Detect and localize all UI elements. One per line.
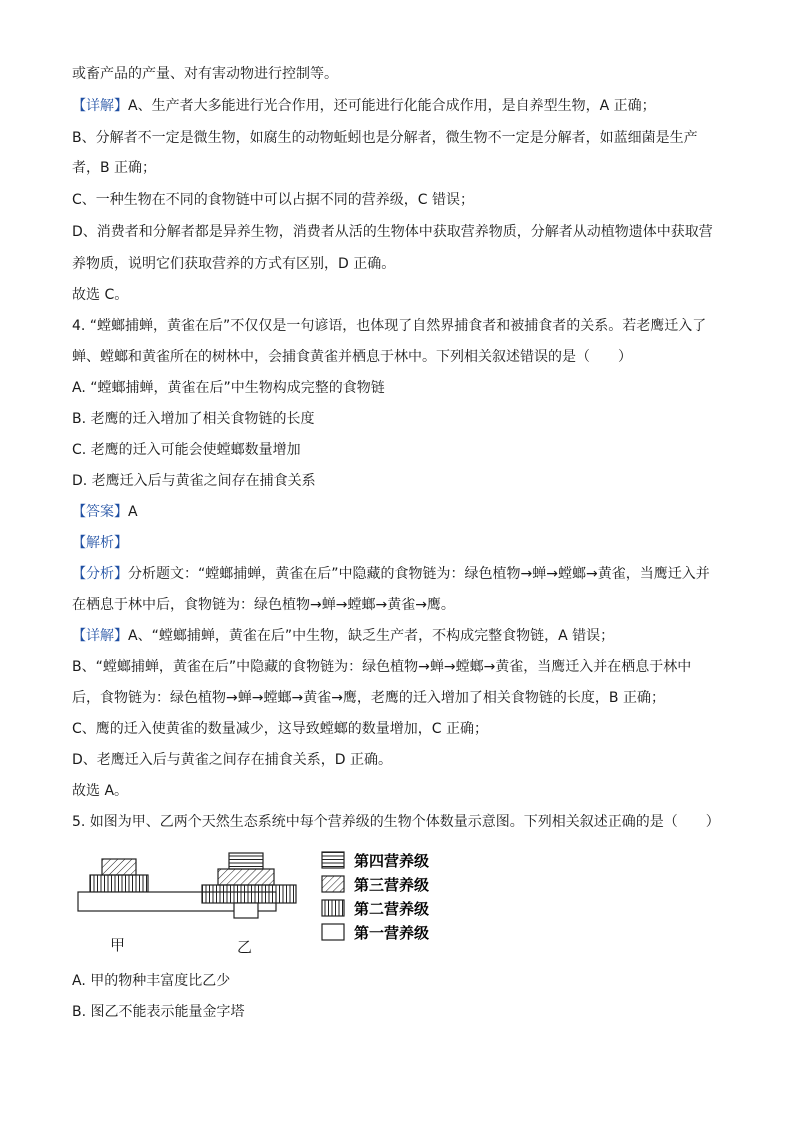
text-line [72, 222, 713, 242]
line-text: 5. 如图为甲、乙两个天然生态系统中每个营养级的生物个体数量示意图。下列相关叙述正确的是（ ） [72, 814, 720, 830]
legend-swatch-level-1 [322, 924, 344, 940]
text-line [72, 128, 698, 148]
text-line [72, 64, 338, 84]
line-text: 故选 C。 [72, 287, 129, 303]
line-text: 养物质，说明它们获取营养的方式有区别，D 正确。 [72, 256, 396, 272]
line-text: 4. “螳螂捕蝉，黄雀在后”不仅仅是一句谚语，也体现了自然界捕食者和被捕食者的关系。若老鹰迁入了 [72, 318, 707, 334]
text-line [72, 378, 385, 398]
line-text: 分析题文：“螳螂捕蝉，黄雀在后”中隐藏的食物链为：绿色植物→蝉→螳螂→黄雀，当鹰迁入并 [128, 566, 710, 582]
section-tag: 【分析】 [72, 566, 128, 582]
jia-level-3 [102, 859, 136, 875]
legend-label-level-4: 第四营养级 [354, 852, 430, 870]
text-line [72, 657, 691, 677]
text-line [72, 719, 488, 739]
line-text: C. 老鹰的迁入可能会使螳螂数量增加 [72, 442, 301, 458]
text-line [72, 626, 614, 646]
text-line [72, 812, 720, 832]
legend-label-level-3: 第三营养级 [354, 876, 430, 894]
line-text: 者，B 正确； [72, 160, 157, 176]
section-tag: 【详解】 [72, 98, 128, 114]
legend-label-level-1: 第一营养级 [354, 924, 430, 942]
text-line [72, 471, 316, 491]
option-a-q5: A. 甲的物种丰富度比乙少 [72, 973, 231, 989]
text-line [72, 285, 128, 305]
line-text: 故选 A。 [72, 783, 129, 799]
legend-swatch-level-4 [322, 852, 344, 868]
legend-swatch-level-3 [322, 876, 344, 892]
yi-level-4 [229, 853, 263, 869]
yi-level-1 [234, 903, 258, 918]
text-line [72, 158, 156, 178]
label-yi: 乙 [237, 938, 253, 956]
line-text: 蝉、螳螂和黄雀所在的树林中，会捕食黄雀并栖息于林中。下列相关叙述错误的是（ ） [72, 349, 632, 365]
legend [322, 852, 429, 942]
trophic-pyramid-figure [72, 848, 492, 958]
text-line [72, 440, 301, 460]
line-text: B、分解者不一定是微生物，如腐生的动物蚯蚓也是分解者，微生物不一定是分解者，如蓝细菌是生产 [72, 130, 698, 146]
text-line [72, 533, 128, 553]
text-line [72, 409, 315, 429]
text-line [72, 595, 455, 615]
text-line [72, 502, 138, 522]
line-text: D、消费者和分解者都是异养生物，消费者从活的生物体中获取营养物质，分解者从动植物遗体中获取营 [72, 224, 713, 240]
text-line [72, 190, 474, 210]
yi-level-3 [218, 869, 274, 885]
pyramid-diagram [72, 848, 492, 958]
line-text: A、生产者大多能进行光合作用，还可能进行化能合成作用，是自养型生物，A 正确； [128, 98, 656, 114]
line-text: 后，食物链为：绿色植物→蝉→螳螂→黄雀→鹰，老鹰的迁入增加了相关食物链的长度，B 正确； [72, 690, 665, 706]
line-text: D、老鹰迁入后与黄雀之间存在捕食关系，D 正确。 [72, 752, 393, 768]
line-text: C、鹰的迁入使黄雀的数量减少，这导致螳螂的数量增加，C 正确； [72, 721, 488, 737]
line-text: A. “螳螂捕蝉，黄雀在后”中生物构成完整的食物链 [72, 380, 385, 396]
text-line [72, 316, 706, 336]
line-text: A、“螳螂捕蝉，黄雀在后”中生物，缺乏生产者，不构成完整食物链，A 错误； [128, 628, 615, 644]
line-text: B. 老鹰的迁入增加了相关食物链的长度 [72, 411, 315, 427]
text-line [72, 254, 395, 274]
line-text: B、“螳螂捕蝉，黄雀在后”中隐藏的食物链为：绿色植物→蝉→螳螂→黄雀，当鹰迁入并在栖息于林中 [72, 659, 692, 675]
legend-label-level-2: 第二营养级 [354, 900, 430, 918]
jia-level-2 [90, 875, 148, 892]
text-line [72, 564, 710, 584]
section-tag: 【答案】 [72, 504, 128, 520]
section-tag: 【解析】 [72, 535, 128, 551]
text-line [72, 781, 128, 801]
line-text: C、一种生物在不同的食物链中可以占据不同的营养级，C 错误； [72, 192, 474, 208]
line-text: 在栖息于林中后，食物链为：绿色植物→蝉→螳螂→黄雀→鹰。 [72, 597, 455, 613]
text-line [72, 96, 656, 116]
text-line [72, 347, 632, 367]
section-tag: 【详解】 [72, 628, 128, 644]
line-text: D. 老鹰迁入后与黄雀之间存在捕食关系 [72, 473, 316, 489]
label-jia: 甲 [110, 936, 126, 954]
text-line [72, 750, 392, 770]
text-line [72, 688, 665, 708]
option-b-q5: B. 图乙不能表示能量金字塔 [72, 1004, 245, 1020]
line-text: A [128, 504, 138, 520]
yi-level-2 [202, 885, 296, 903]
legend-swatch-level-2 [322, 900, 344, 916]
line-text: 或畜产品的产量、对有害动物进行控制等。 [72, 66, 338, 82]
